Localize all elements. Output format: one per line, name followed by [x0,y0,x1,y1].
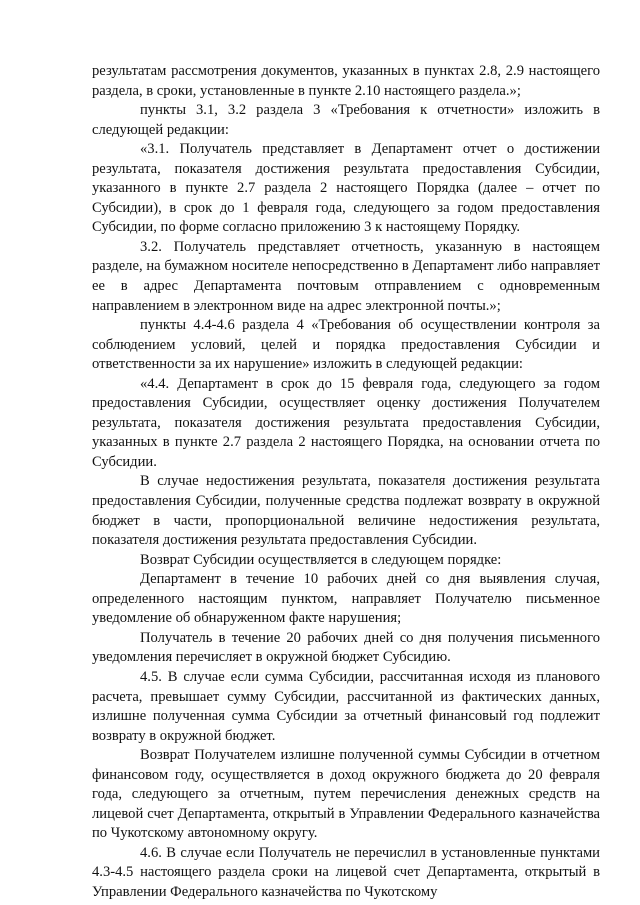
paragraph-recipient-transfer: Получатель в течение 20 рабочих дней со дня получения письменного уведомления перечисляет в окружной бюджет Субсидию. [92,629,600,666]
paragraph-underachievement: В случае недостижения результата, показателя достижения результата предоставления Субсидии, полученные средства подлежат возврату в окружной бюджет в части, пропорциональной величине недостижения результата, показателя достижения результата предоставления Субсидии. [92,473,600,549]
paragraph-3-1: «3.1. Получатель представляет в Департамент отчет о достижении результата, показателя достижения результата предоставления Субсидии, указанного в пункте 2.7 раздела 2 настоящего Порядка (далее – отчет по Субсидии), в срок до 1 февраля года, следующего за годом предоставления Субсидии, по форме согласно приложению 3 к настоящему Порядку. [92,141,600,236]
paragraph-3-2: 3.2. Получатель представляет отчетность, указанную в настоящем разделе, на бумажном носителе непосредственно в Департамент либо направляет ее в адрес Департамента почтовым отправлением с одновременным направлением в электронном виде на адрес электронной почты.»; [92,238,600,314]
paragraph-4-6: 4.6. В случае если Получатель не перечислил в установленные пунктами 4.3-4.5 настоящего раздела сроки на лицевой счет Департамента, открытый в Управлении Федерального казначейства по Чукотскому [92,844,600,900]
paragraph-points-3-1-3-2: пункты 3.1, 3.2 раздела 3 «Требования к отчетности» изложить в следующей редакции: [92,102,600,138]
paragraph-4-5: 4.5. В случае если сумма Субсидии, рассчитанная исходя из планового расчета, превышает сумму Субсидии, рассчитанной из фактических данных, излишне полученная сумма Субсидии за отчетный финансовый год подлежит возврату в окружной бюджет. [92,668,600,744]
document-body [92,62,600,903]
paragraph-continuation: результатам рассмотрения документов, указанных в пунктах 2.8, 2.9 настоящего раздела, в сроки, установленные в пункте 2.10 настоящего раздела.»; [92,63,600,99]
paragraph-points-4-4-4-6: пункты 4.4-4.6 раздела 4 «Требования об осуществлении контроля за соблюдением условий, целей и порядка предоставления Субсидии и ответственности за их нарушение» изложить в следующей редакции: [92,317,600,373]
paragraph-4-4: «4.4. Департамент в срок до 15 февраля года, следующего за годом предоставления Субсидии, осуществляет оценку достижения Получателем результата, показателя достижения результата предоставления Субсидии, указанных в пункте 2.7 раздела 2 настоящего Порядка, на основании отчета по Субсидии. [92,375,600,470]
paragraph-excess-return: Возврат Получателем излишне полученной суммы Субсидии в отчетном финансовом году, осуществляется в доход окружного бюджета до 20 февраля года, следующего за отчетным, путем перечисления денежных средств на лицевой счет Департамента, открытый в Управлении Федерального казначейства по Чукотскому автономному округу. [92,747,600,842]
paragraph-department-notice: Департамент в течение 10 рабочих дней со дня выявления случая, определенного настоящим пунктом, направляет Получателю письменное уведомление об обнаруженном факте нарушения; [92,571,600,627]
paragraph-return-order: Возврат Субсидии осуществляется в следующем порядке: [140,551,502,568]
